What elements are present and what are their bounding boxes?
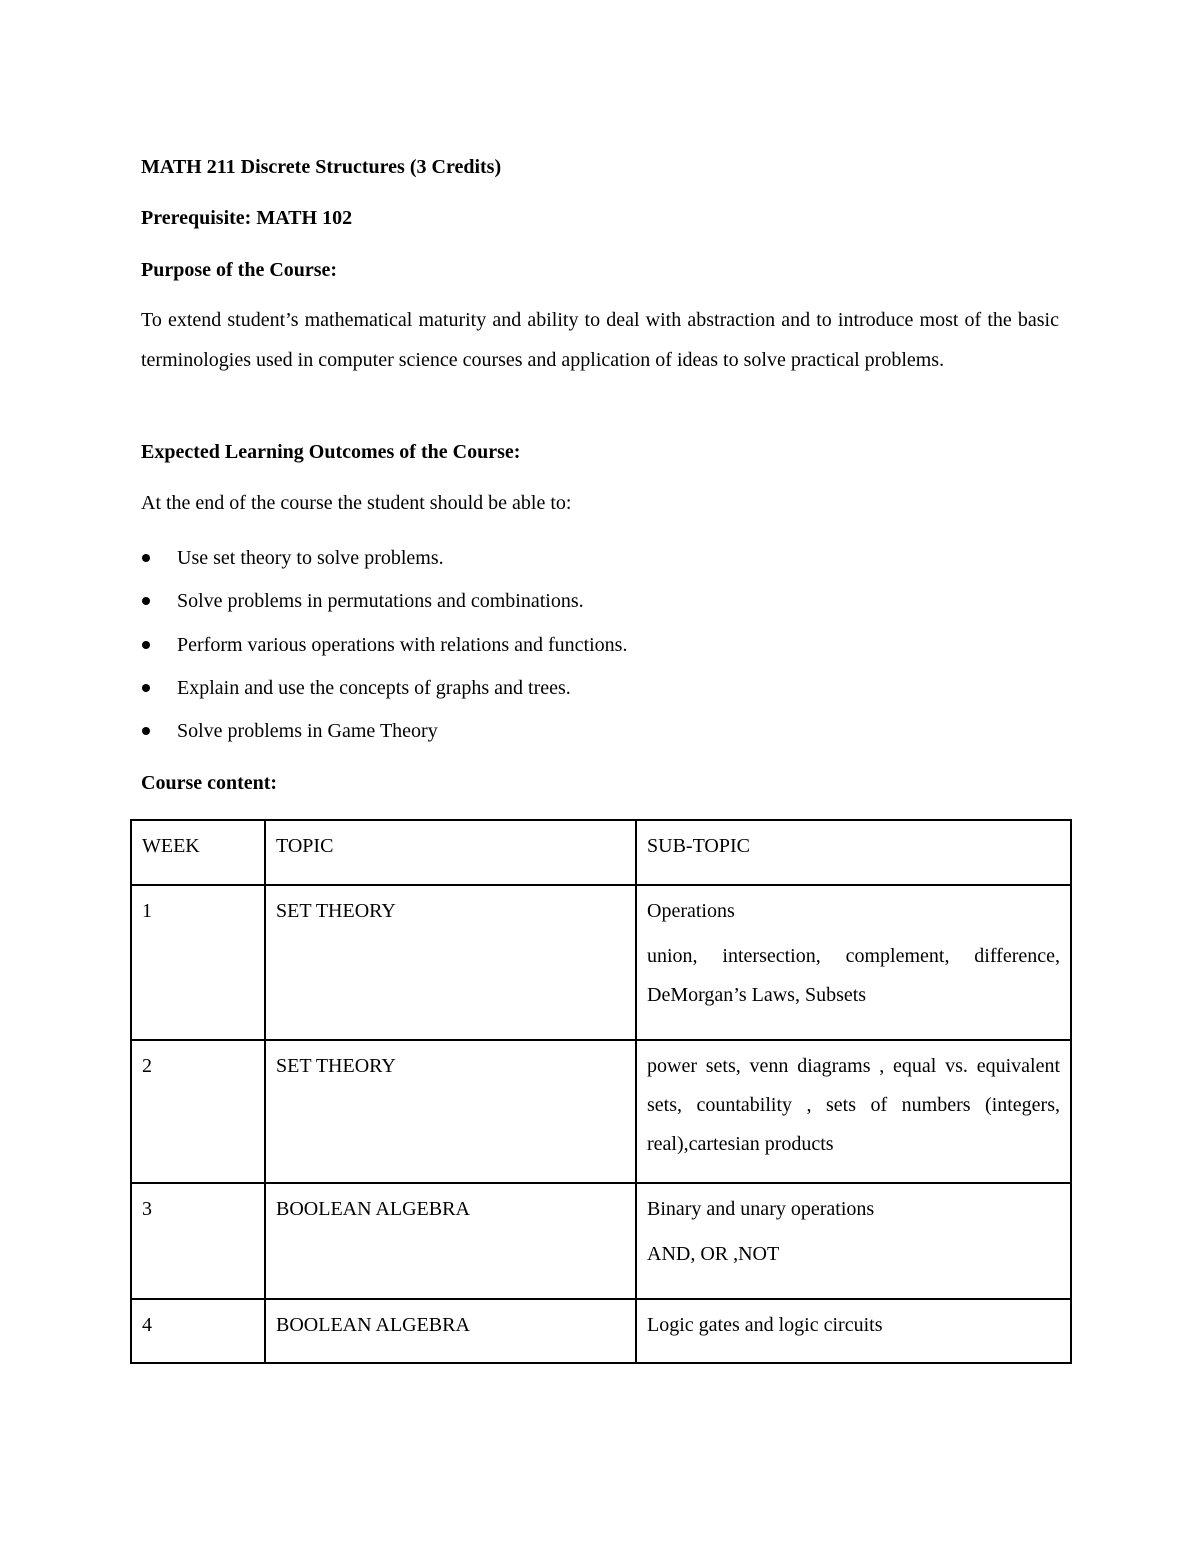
table-row <box>131 885 1071 1040</box>
week-cell: 3 <box>131 1183 265 1299</box>
table-row <box>131 1299 1071 1363</box>
subtopic-title: Operations <box>647 900 735 922</box>
subtopic-title: Binary and unary operations <box>647 1198 875 1220</box>
purpose-text: To extend student’s mathematical maturity and ability to deal with abstraction and to introduce most of the basic terminologies used in computer science courses and application of ideas to solve practical problems. <box>141 309 1059 371</box>
list-item <box>141 674 627 717</box>
week-cell: 4 <box>131 1299 265 1363</box>
bullet-icon <box>142 641 150 649</box>
topic-cell: BOOLEAN ALGEBRA <box>265 1299 636 1363</box>
table-row <box>131 1183 1071 1299</box>
bullet-icon <box>142 597 150 605</box>
topic-cell: BOOLEAN ALGEBRA <box>265 1183 636 1299</box>
table-header-row <box>131 820 1071 885</box>
content-heading: Course content: <box>141 772 278 794</box>
header-topic: TOPIC <box>265 820 636 885</box>
header-subtopic: SUB-TOPIC <box>636 820 1071 885</box>
week-cell: 2 <box>131 1040 265 1183</box>
purpose-heading: Purpose of the Course: <box>141 259 338 281</box>
list-item <box>141 631 627 674</box>
subtopic-cell <box>636 1183 1071 1299</box>
outcomes-intro: At the end of the course the student should be able to: <box>141 492 572 514</box>
bullet-icon <box>142 554 150 562</box>
course-content-table <box>130 819 1072 1364</box>
list-item <box>141 717 627 760</box>
course-title: MATH 211 Discrete Structures (3 Credits) <box>141 156 502 178</box>
outcome-text: Use set theory to solve problems. <box>177 547 444 569</box>
topic-cell: SET THEORY <box>265 1040 636 1183</box>
outcome-text: Solve problems in permutations and combinations. <box>177 590 584 613</box>
outcomes-heading: Expected Learning Outcomes of the Course: <box>141 441 521 463</box>
prerequisite: Prerequisite: MATH 102 <box>141 207 353 229</box>
bullet-icon <box>142 684 150 692</box>
bullet-icon <box>142 727 150 735</box>
table-row <box>131 1040 1071 1183</box>
outcome-text: Perform various operations with relations and functions. <box>177 633 628 656</box>
list-item <box>141 544 627 587</box>
subtopic-cell: Logic gates and logic circuits <box>636 1299 1071 1363</box>
subtopic-cell: power sets, venn diagrams , equal vs. equivalent sets, countability , sets of numbers (integers, real),cartesian products <box>636 1040 1071 1183</box>
outcome-text: Explain and use the concepts of graphs and trees. <box>177 676 571 699</box>
topic-cell: SET THEORY <box>265 885 636 1040</box>
subtopic-detail: union, intersection, complement, difference, DeMorgan’s Laws, Subsets <box>647 945 1060 1006</box>
outcomes-list <box>141 544 627 760</box>
list-item <box>141 587 627 630</box>
outcome-text: Solve problems in Game Theory <box>177 720 438 743</box>
header-week: WEEK <box>131 820 265 885</box>
week-cell: 1 <box>131 885 265 1040</box>
subtopic-detail: AND, OR ,NOT <box>647 1243 780 1265</box>
subtopic-cell <box>636 885 1071 1040</box>
